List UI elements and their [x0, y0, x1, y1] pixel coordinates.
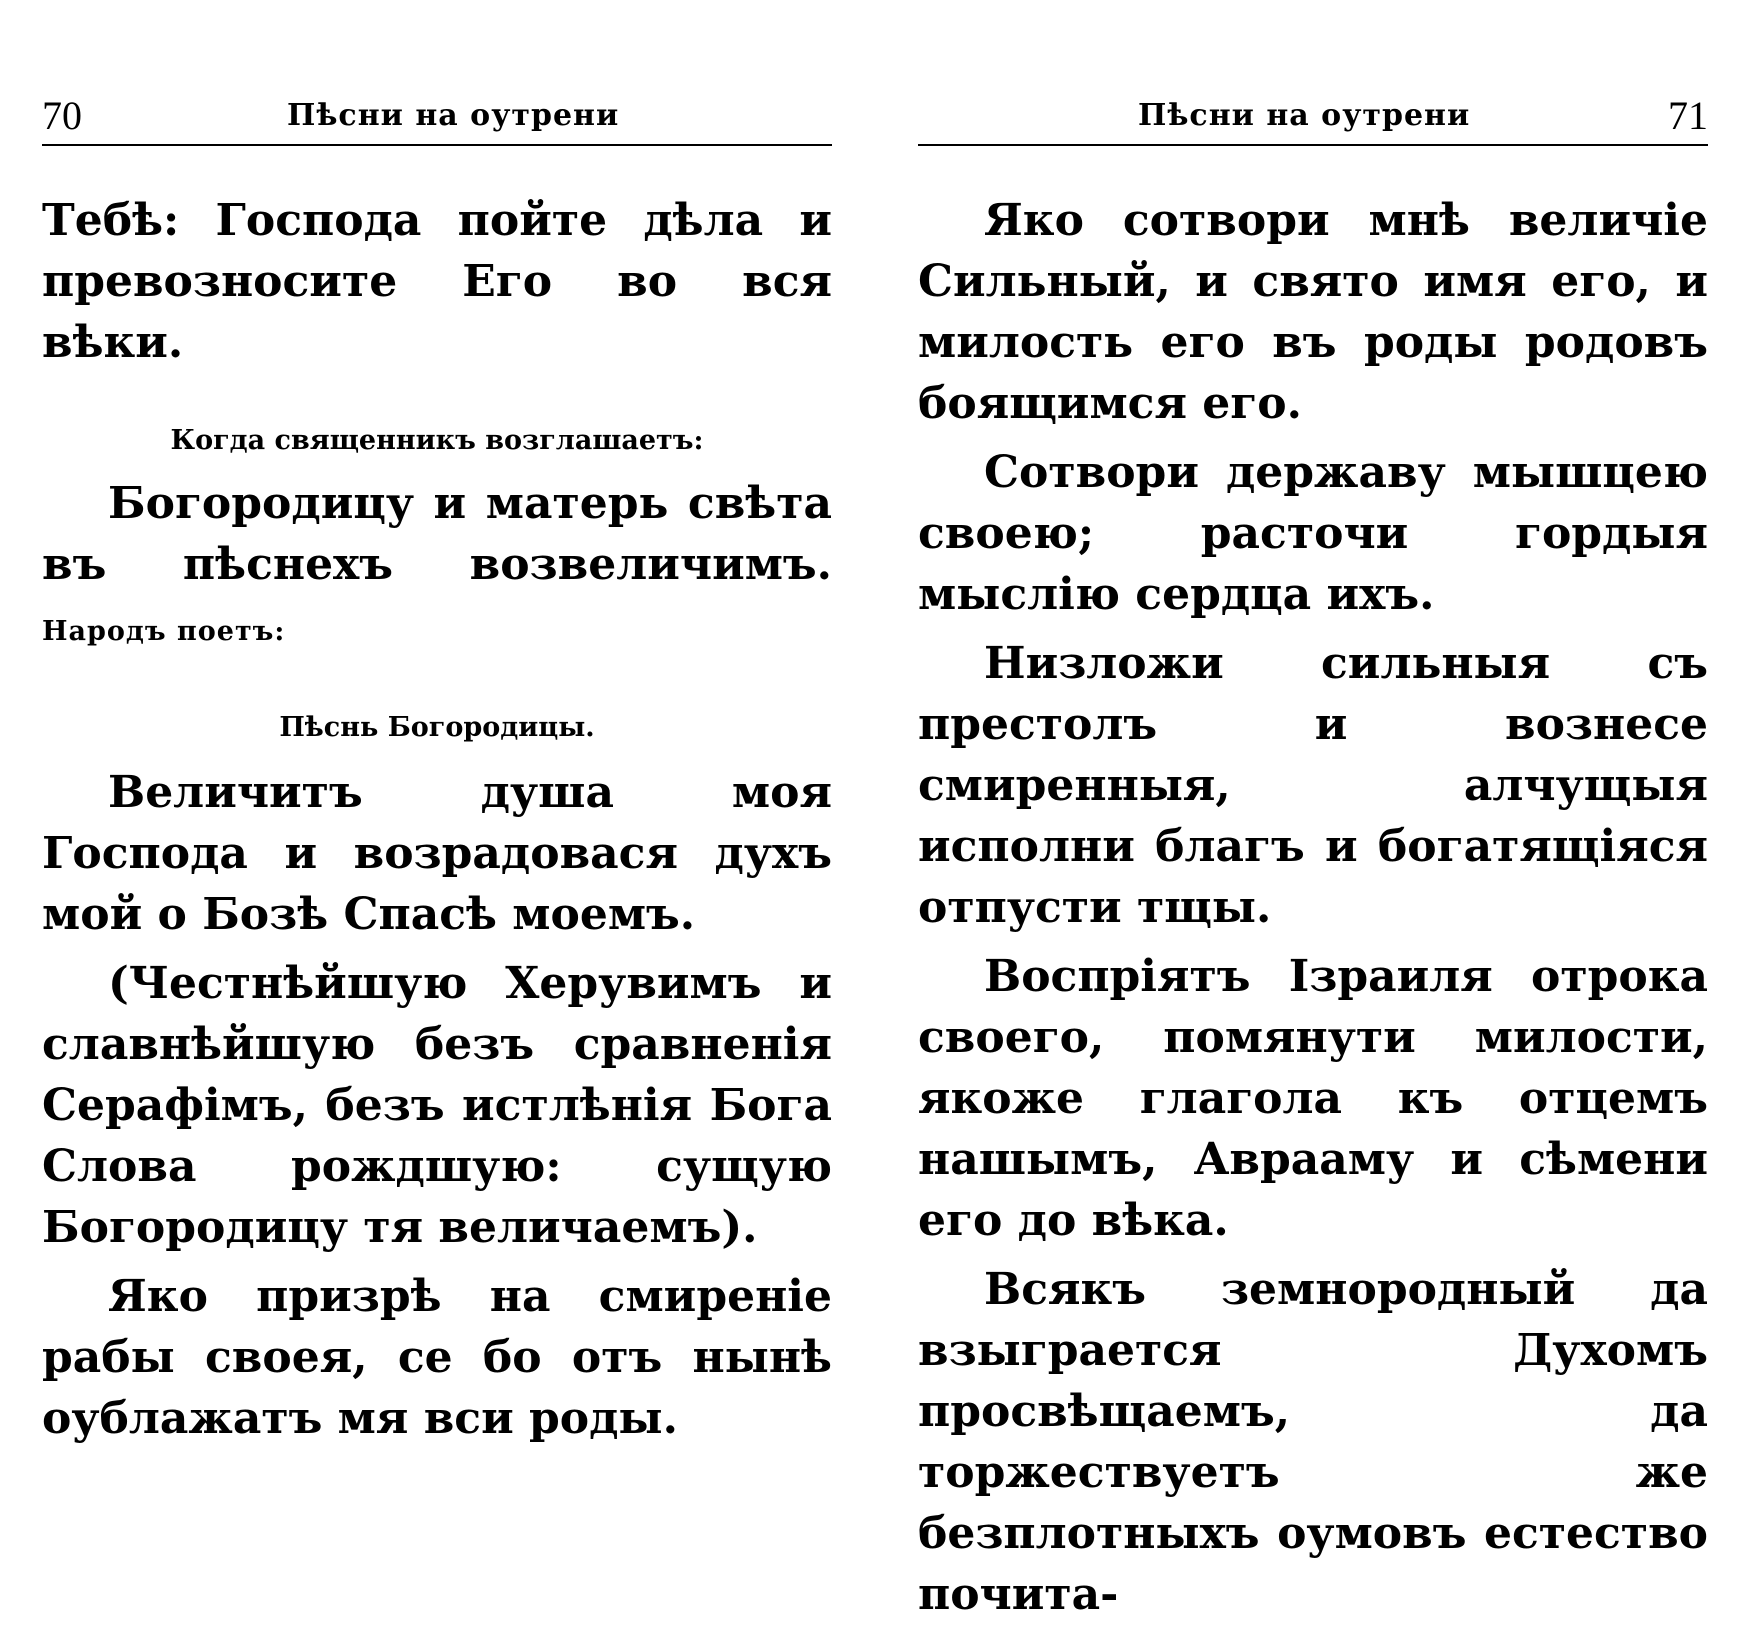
running-head-left [42, 88, 832, 146]
running-head-right [918, 88, 1708, 146]
running-head-title-right: Пѣсни на оутрени [1138, 98, 1471, 133]
right-text-body [918, 190, 1708, 1625]
running-head-title-left: Пѣсни на оутрени [287, 98, 620, 133]
left-page [42, 0, 832, 1500]
left-text-body [42, 190, 832, 1449]
page-number-right: 71 [1668, 93, 1708, 138]
verse-paragraph: Величитъ душа моя Господа и возрадовася духъ мой о Бозѣ Спасѣ моемъ. [42, 767, 832, 940]
verse-paragraph: (Честнѣйшую Херувимъ и славнѣйшую безъ сравненія Серафімъ, безъ истлѣнія Бога Слова рождшую: сущую Богородицу тя величаемъ). [42, 958, 832, 1253]
verse-paragraph: Воспріятъ Ізраиля отрока своего, помянути милости, якоже глагола къ отцемъ нашымъ, Аврааму и сѣмени его до вѣка. [918, 951, 1708, 1246]
inline-rubric-people-sing: Народъ поетъ: [42, 616, 286, 647]
verse-paragraph: Яко призрѣ на смиреніе рабы своея, се бо отъ нынѣ оублажатъ мя вси роды. [42, 1271, 832, 1444]
verse-paragraph: Яко сотвори мнѣ величіе Сильный, и свято имя его, и милость его въ роды родовъ боящимся его. [918, 195, 1708, 429]
verse-paragraph: Сотвори державу мышцею своею; расточи гордыя мыслію сердца ихъ. [918, 447, 1708, 620]
rubric-priest-exclaims: Когда священникъ возглашаетъ: [170, 425, 704, 456]
right-page [918, 0, 1708, 1620]
rubric-song-title: Пѣснь Богородицы. [279, 712, 595, 743]
verse-paragraph: Тебѣ: Господа пойте дѣла и превозносите Его во вся вѣки. [42, 195, 832, 368]
verse-paragraph: Всякъ земнородный да взыграется Духомъ просвѣщаемъ, да торжествуетъ же безплотныхъ оумовъ естество почита- [918, 1264, 1708, 1620]
verse-text: Богородицу и матерь свѣта въ пѣснехъ возвеличимъ. [42, 478, 832, 590]
page-number-left: 70 [42, 93, 82, 138]
verse-paragraph-with-rubric [42, 473, 832, 662]
verse-paragraph: Низложи сильныя съ престолъ и вознесе смиренныя, алчущыя исполни благъ и богатящіяся отпусти тщы. [918, 638, 1708, 933]
